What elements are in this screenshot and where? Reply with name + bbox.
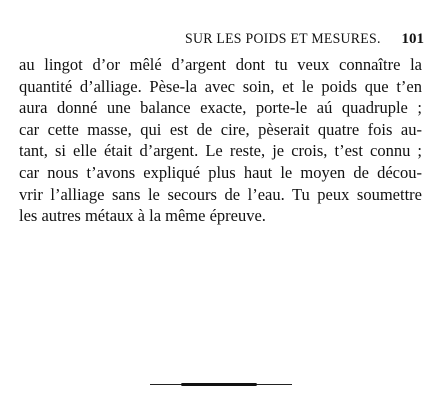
ornamental-rule [150, 383, 292, 387]
text-line: car nous t’avons expliqué plus haut le moyen de décou- [19, 162, 422, 182]
text-line: tant, si elle était d’argent. Le reste, je crois, t’est connu ; [19, 141, 422, 161]
text-line: les autres métaux à la même épreuve. [19, 206, 266, 226]
rule-swell [181, 383, 257, 386]
running-title: SUR LES POIDS ET MESURES. [185, 31, 381, 47]
text-line: aura donné une balance exacte, porte-le aú quadruple ; [19, 98, 422, 118]
running-head [30, 31, 424, 49]
text-line: au lingot d’or mêlé d’argent dont tu veux connaître la [19, 55, 422, 74]
text-line: quantité d’alliage. Pèse-la avec soin, et le poids que t’en [19, 76, 422, 96]
text-line: car cette masse, qui est de cire, pèserait quatre fois au- [19, 119, 422, 139]
body-paragraph [19, 54, 422, 227]
text-line: vrir l’alliage sans le secours de l’eau. Tu peux soumettre [19, 184, 422, 204]
page-number: 101 [401, 31, 424, 47]
